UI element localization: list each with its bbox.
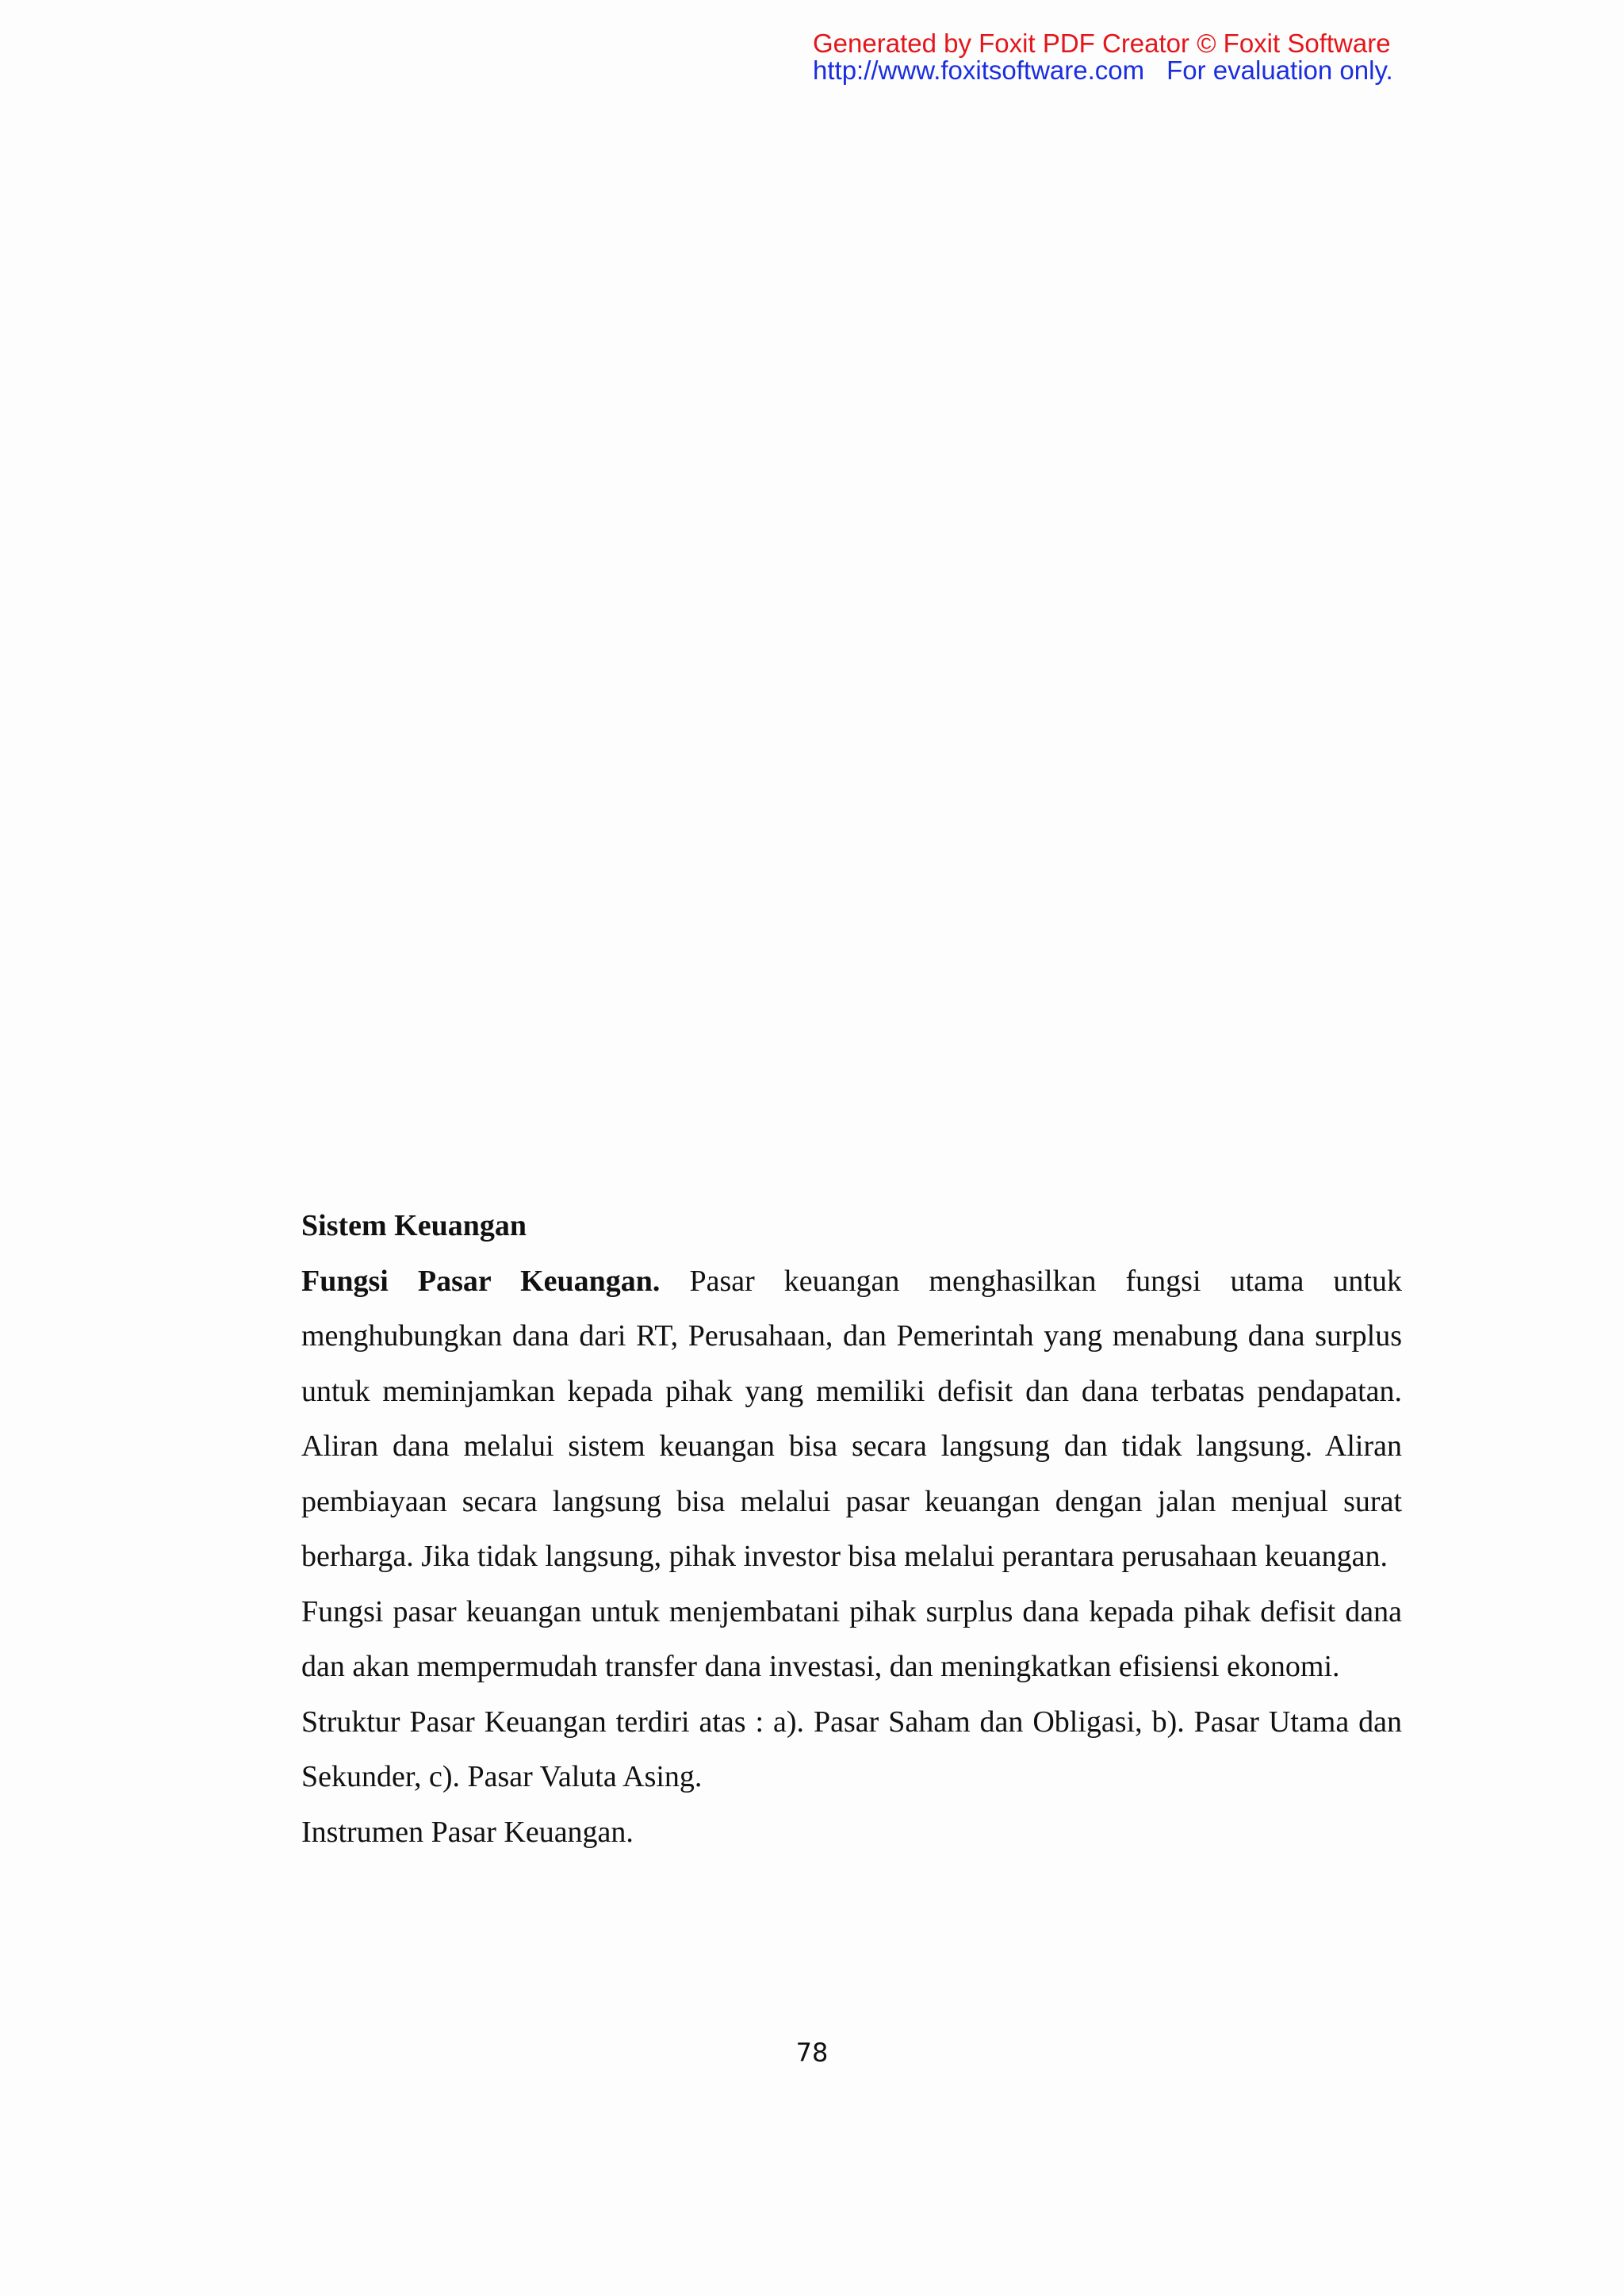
pdf-creator-watermark	[813, 30, 1447, 84]
paragraph-struktur-pasar: Struktur Pasar Keuangan terdiri atas : a). Pasar Saham dan Obligasi, b). Pasar Utama dan Sekunder, c). Pasar Valuta Asing.	[301, 1705, 1402, 1793]
watermark-evaluation-note: For evaluation only.	[1166, 55, 1393, 85]
paragraph-instrumen-pasar: Instrumen Pasar Keuangan.	[301, 1815, 634, 1849]
paragraph-fungsi-menjembatani: Fungsi pasar keuangan untuk menjembatani pihak surplus dana kepada pihak defisit dana dan akan mempermudah transfer dana investasi, dan meningkatkan efisiensi ekonomi.	[301, 1594, 1402, 1683]
paragraph1-text: Pasar keuangan menghasilkan fungsi utama untuk menghubungkan dana dari RT, Perusahaan, dan Pemerintah yang menabung dana surplus untuk meminjamkan kepada pihak yang memiliki defisit dan dana terbatas pendapatan. Aliran dana melalui sistem keuangan bisa secara langsung dan tidak langsung. Aliran pembiayaan secara langsung bisa melalui pasar keuangan dengan jalan menjual surat berharga. Jika tidak langsung, pihak investor bisa melalui perantara perusahaan keuangan.	[301, 1264, 1402, 1573]
paragraph-lead-bold: Fungsi Pasar Keuangan.	[301, 1264, 661, 1298]
watermark-url: http://www.foxitsoftware.com	[813, 55, 1145, 85]
watermark-generated-by: Generated by Foxit PDF Creator © Foxit Software	[813, 29, 1391, 58]
page-number: 78	[795, 2038, 829, 2068]
watermark-url-line	[813, 57, 1447, 84]
section-heading: Sistem Keuangan	[301, 1209, 527, 1242]
document-body	[301, 1199, 1402, 1860]
paragraph-fungsi-pasar-keuangan	[301, 1254, 1402, 1585]
